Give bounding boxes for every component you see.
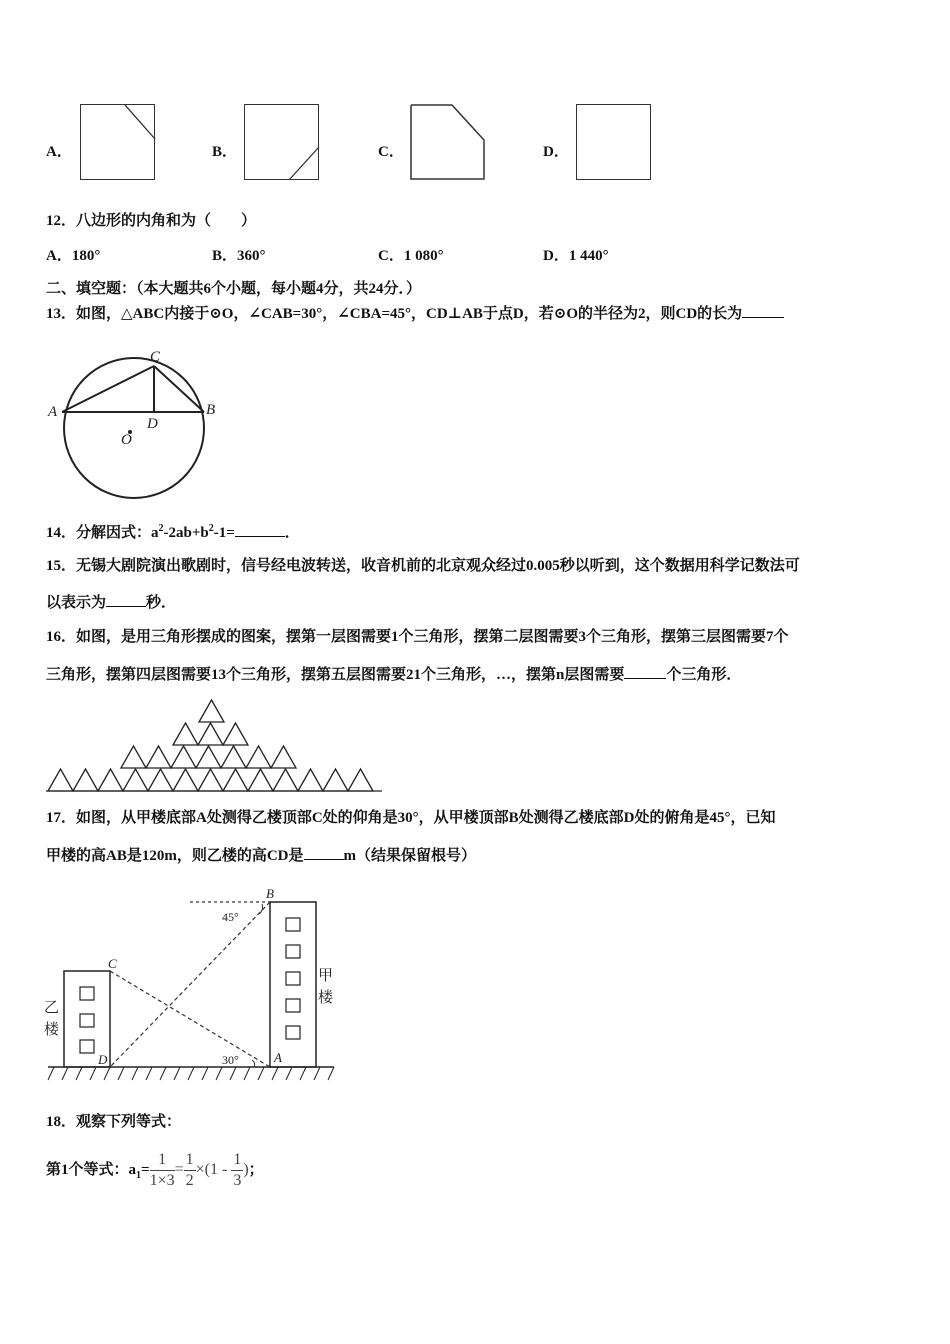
option-c-shape — [410, 104, 485, 180]
pattern-triangle — [173, 723, 198, 745]
q16-triangle-pattern — [44, 696, 384, 792]
pattern-triangle — [173, 769, 198, 791]
pattern-triangle — [248, 769, 273, 791]
pattern-triangle — [273, 769, 298, 791]
option-c-outline — [410, 104, 485, 180]
pattern-triangle — [199, 700, 224, 722]
option-a-cut-line — [81, 105, 156, 181]
q13-answer-blank[interactable] — [742, 303, 784, 318]
option-b-cut-line — [245, 105, 320, 181]
q18-f1-den: 1×3 — [149, 1172, 175, 1190]
q14-sup2: 2 — [208, 523, 214, 534]
q17-label-jia-2: 楼 — [318, 988, 334, 1006]
pattern-triangle — [223, 769, 248, 791]
pattern-triangle — [148, 769, 173, 791]
q14-prefix: 14．分解因式：a — [46, 525, 159, 541]
q18-end: ； — [248, 1162, 264, 1178]
q17-label-d: D — [98, 1052, 108, 1067]
q16-line2-prefix: 三角形，摆第四层图需要13个三角形，摆第五层图需要21个三角形，…，摆第n层图需要 — [46, 667, 625, 683]
section-heading: 二、填空题：（本大题共6个小题，每小题4分，共24分．） — [46, 281, 422, 297]
pattern-triangle — [298, 769, 323, 791]
pattern-triangle — [73, 769, 98, 791]
q18-f3-den: 3 — [233, 1172, 242, 1190]
q17-buildings-figure — [40, 884, 340, 1084]
q18-fraction-1 — [150, 1150, 175, 1191]
q14-answer-blank[interactable] — [235, 522, 285, 537]
q18-f2-den: 2 — [185, 1172, 194, 1190]
q13-label-a: A — [48, 404, 58, 420]
pattern-triangle — [221, 746, 246, 768]
option-d-label: D． — [543, 144, 569, 160]
q12-option-b: B．360° — [212, 248, 266, 264]
option-c-label: C． — [378, 144, 404, 160]
q18-fraction-3 — [231, 1150, 243, 1191]
q18-eq-prefix: 第1个等式：a — [46, 1162, 137, 1178]
q17-label-a: A — [274, 1050, 282, 1065]
q13-label-d: D — [147, 416, 158, 432]
pattern-triangle — [198, 769, 223, 791]
pattern-triangle — [348, 769, 373, 791]
q14-sup1: 2 — [158, 523, 164, 534]
q13-label-b: B — [206, 402, 216, 418]
option-d-square — [576, 104, 651, 180]
q13-text — [46, 303, 784, 324]
q16-line2 — [46, 664, 741, 685]
q14-suffix: -1= — [213, 525, 235, 541]
pattern-triangle — [171, 746, 196, 768]
q15-answer-blank[interactable] — [106, 592, 146, 607]
q13-label-o: O — [121, 432, 132, 448]
q17-label-c: C — [108, 956, 117, 971]
pattern-triangle — [198, 723, 223, 745]
q13-circle-figure — [44, 342, 224, 502]
q18-eq-equals: = — [141, 1162, 150, 1178]
q18-equation — [46, 1147, 264, 1193]
q17-line1: 17．如图，从甲楼底部A处测得乙楼顶部C处的仰角是30°，从甲楼顶部B处测得乙楼底部D处的俯角是45°，已知 — [46, 810, 776, 826]
q16-line2-suffix: 个三角形． — [666, 667, 742, 683]
q14-mid: -2ab+b — [163, 525, 209, 541]
q12-option-a: A．180° — [46, 248, 101, 264]
q18-f1-num: 1 — [150, 1150, 175, 1171]
pattern-triangle — [223, 723, 248, 745]
q15-line1: 15．无锡大剧院演出歌剧时，信号经电波转送，收音机前的北京观众经过0.005秒以听到，这个数据用科学记数法可 — [46, 558, 800, 574]
q16-line1: 16．如图，是用三角形摆成的图案，摆第一层图需要1个三角形，摆第二层图需要3个三角形，摆第三层图需要7个 — [46, 629, 789, 645]
q17-label-jia-1: 甲 — [318, 966, 334, 984]
q17-line2 — [46, 845, 476, 866]
pattern-triangle — [323, 769, 348, 791]
q17-line2-prefix: 甲楼的高AB是120m，则乙楼的高CD是 — [46, 848, 304, 864]
q12-text: 12．八边形的内角和为（ ） — [46, 213, 257, 229]
q18-f2-num: 1 — [184, 1150, 196, 1171]
q17-label-yi-1: 乙 — [44, 998, 60, 1016]
pattern-triangle — [146, 746, 171, 768]
q18-fraction-2 — [184, 1150, 196, 1191]
pattern-triangle — [246, 746, 271, 768]
pattern-triangle — [271, 746, 296, 768]
q17-answer-blank[interactable] — [304, 845, 344, 860]
pattern-triangle — [196, 746, 221, 768]
q18-eq-sub: 1 — [136, 1170, 142, 1181]
q15-line2 — [46, 592, 176, 613]
q17-angle-45: 45° — [222, 910, 239, 924]
q15-line2-suffix: 秒． — [146, 595, 177, 611]
q17-angle-30: 30° — [222, 1053, 239, 1067]
pattern-triangle — [123, 769, 148, 791]
pattern-triangle — [48, 769, 73, 791]
q17-label-b: B — [266, 886, 274, 901]
q18-f3-num: 1 — [231, 1150, 243, 1171]
q17-label-yi-2: 楼 — [44, 1020, 60, 1038]
q18-times: ×(1 - — [195, 1161, 232, 1178]
q14-text — [46, 522, 300, 543]
option-b-label: B． — [212, 144, 238, 160]
q18-close: ) — [243, 1161, 249, 1178]
option-a-square — [80, 104, 155, 180]
option-b-square — [244, 104, 319, 180]
q13-label-c: C — [150, 349, 161, 365]
pattern-triangle — [121, 746, 146, 768]
q18-text: 18．观察下列等式： — [46, 1114, 182, 1130]
q18-eq-mid: = — [174, 1161, 184, 1178]
q16-answer-blank[interactable] — [624, 664, 666, 679]
q13-text-body: 13．如图，△ABC内接于⊙O，∠CAB=30°，∠CBA=45°，CD⊥AB于点D，若⊙O的半径为2，则CD的长为 — [46, 306, 743, 322]
q14-end: ． — [284, 525, 300, 541]
q15-line2-prefix: 以表示为 — [46, 595, 107, 611]
q12-option-d: D．1 440° — [543, 248, 609, 264]
q12-option-c: C．1 080° — [378, 248, 444, 264]
q17-line2-suffix: m（结果保留根号） — [343, 848, 476, 864]
option-a-label: A． — [46, 144, 72, 160]
pattern-triangle — [98, 769, 123, 791]
